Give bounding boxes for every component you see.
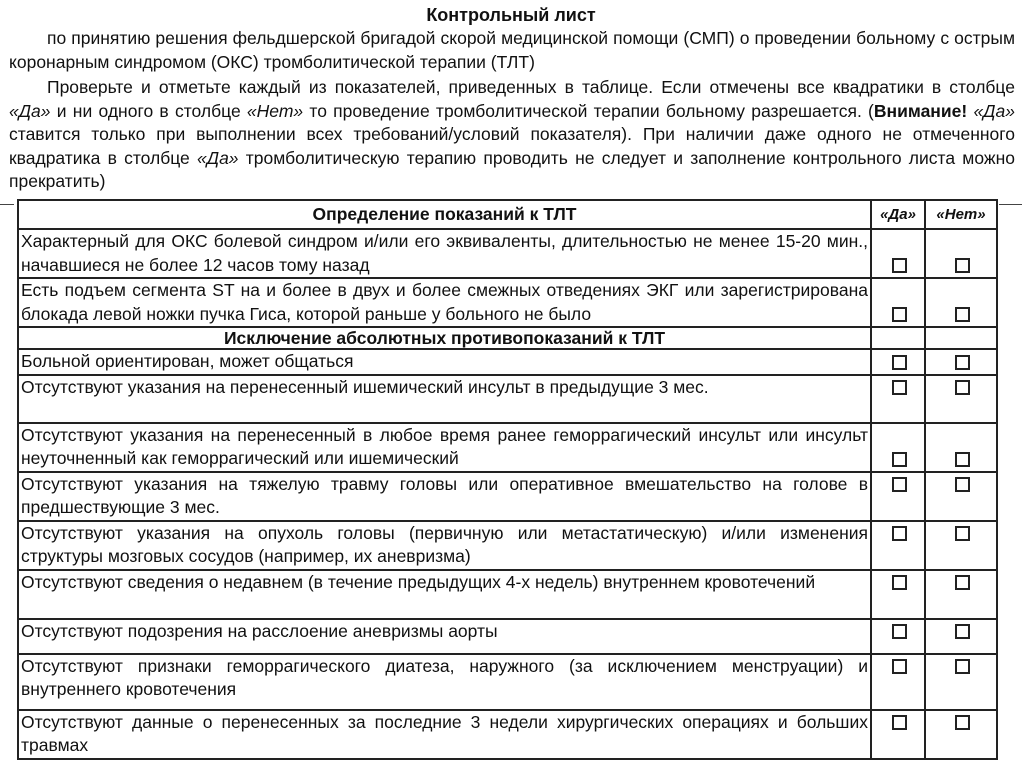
- no-checkbox[interactable]: [955, 624, 970, 639]
- no-cell: [925, 423, 997, 472]
- no-checkbox[interactable]: [955, 659, 970, 674]
- no-cell: [925, 375, 997, 423]
- yes-cell: [871, 654, 925, 710]
- document-title: Контрольный лист: [426, 5, 596, 25]
- instructions-yes-ref: «Да»: [9, 100, 51, 121]
- no-checkbox[interactable]: [955, 715, 970, 730]
- no-cell: [925, 521, 997, 570]
- yes-checkbox[interactable]: [892, 452, 907, 467]
- criterion-text: Отсутствуют признаки геморрагического диатеза, наружного (за исключением менструации) и внутреннего кровотечения: [18, 654, 871, 710]
- instructions-text-3: то проведение тромболитической терапии больному разрешается. (: [303, 100, 874, 121]
- criterion-text: Отсутствуют подозрения на расслоение аневризмы аорты: [18, 619, 871, 654]
- table-row: [18, 710, 997, 759]
- yes-checkbox[interactable]: [892, 575, 907, 590]
- yes-cell: [871, 710, 925, 759]
- yes-cell: [871, 278, 925, 327]
- yes-checkbox[interactable]: [892, 380, 907, 395]
- criterion-text: Отсутствуют сведения о недавнем (в течение предыдущих 4-х недель) внутреннем кровотечений: [18, 570, 871, 619]
- yes-checkbox[interactable]: [892, 355, 907, 370]
- table-row: [18, 472, 997, 521]
- contraindications-section: [18, 327, 997, 349]
- instructions-text-6: тромболитическую терапию проводить не следует и заполнение контрольного листа можно прекратить): [9, 147, 1015, 191]
- no-checkbox[interactable]: [955, 526, 970, 541]
- no-checkbox[interactable]: [955, 477, 970, 492]
- yes-cell: [871, 229, 925, 278]
- yes-cell: [871, 521, 925, 570]
- no-cell: [925, 570, 997, 619]
- yes-column-header: «Да»: [871, 200, 925, 229]
- instructions-no-ref: «Нет»: [246, 100, 304, 121]
- table-row: [18, 570, 997, 619]
- table-row: [18, 521, 997, 570]
- table-header-row: [18, 200, 997, 229]
- section-header-no-cell: [925, 327, 997, 349]
- document-intro: по принятию решения фельдшерской бригадой скорой медицинской помощи (СМП) о проведении больному с острым коронарным синдромом (ОКС) тромболитической терапии (ТЛТ): [9, 28, 1015, 72]
- instructions-text-5: ставится только при выполнении всех требований/условий показателя). При наличии даже одного не отмеченного квадратика в столбце: [9, 124, 1015, 168]
- left-margin-line: [0, 204, 14, 205]
- no-checkbox[interactable]: [955, 575, 970, 590]
- yes-checkbox[interactable]: [892, 659, 907, 674]
- table-row: [18, 349, 997, 375]
- no-cell: [925, 654, 997, 710]
- document-instructions: [9, 76, 1015, 194]
- yes-cell: [871, 472, 925, 521]
- table-row: [18, 619, 997, 654]
- table-row: [18, 654, 997, 710]
- criterion-text: Отсутствуют указания на тяжелую травму головы или оперативное вмешательство на голове в предшествующие 3 мес.: [18, 472, 871, 521]
- instructions-attention: Внимание!: [873, 100, 968, 121]
- no-cell: [925, 619, 997, 654]
- no-checkbox[interactable]: [955, 355, 970, 370]
- section-header-yes-cell: [871, 327, 925, 349]
- yes-checkbox[interactable]: [892, 477, 907, 492]
- yes-cell: [871, 423, 925, 472]
- criterion-text: Отсутствуют указания на перенесенный в любое время ранее геморрагический инсульт или инсульт неуточненный как геморрагический или ишемический: [18, 423, 871, 472]
- criterion-text: Отсутствуют указания на опухоль головы (первичную или метастатическую) и/или изменения структуры мозговых сосудов (например, их аневризма): [18, 521, 871, 570]
- no-cell: [925, 472, 997, 521]
- no-cell: [925, 710, 997, 759]
- no-column-header: «Нет»: [925, 200, 997, 229]
- yes-cell: [871, 349, 925, 375]
- yes-checkbox[interactable]: [892, 624, 907, 639]
- no-cell: [925, 349, 997, 375]
- yes-cell: [871, 619, 925, 654]
- yes-checkbox[interactable]: [892, 307, 907, 322]
- section-header-row: [18, 327, 997, 349]
- instructions-text-1: Проверьте и отметьте каждый из показателей, приведенных в таблице. Если отмечены все квадратики в столбце: [47, 77, 1015, 97]
- instructions-yes-ref-3: «Да»: [197, 147, 239, 168]
- no-checkbox[interactable]: [955, 258, 970, 273]
- no-checkbox[interactable]: [955, 307, 970, 322]
- yes-checkbox[interactable]: [892, 526, 907, 541]
- yes-cell: [871, 375, 925, 423]
- instructions-yes-ref-2: «Да»: [973, 100, 1015, 121]
- criterion-text: Отсутствуют данные о перенесенных за последние 3 недели хирургических операциях и больших травмах: [18, 710, 871, 759]
- yes-checkbox[interactable]: [892, 258, 907, 273]
- no-cell: [925, 278, 997, 327]
- table-row: [18, 229, 997, 278]
- criterion-text: Есть подъем сегмента ST на и более в двух и более смежных отведениях ЭКГ или зарегистрирована блокада левой ножки пучка Гиса, которой раньше у больного не было: [18, 278, 871, 327]
- criterion-text: Характерный для ОКС болевой синдром и/или его эквиваленты, длительностью не менее 15-20 мин., начавшиеся не более 12 часов тому назад: [18, 229, 871, 278]
- yes-checkbox[interactable]: [892, 715, 907, 730]
- criterion-text: Отсутствуют указания на перенесенный ишемический инсульт в предыдущие 3 мес.: [18, 375, 871, 423]
- table-row: [18, 423, 997, 472]
- checklist-table: [17, 199, 998, 760]
- indications-header: Определение показаний к ТЛТ: [18, 200, 871, 229]
- right-margin-line: [999, 204, 1022, 205]
- criterion-text: Больной ориентирован, может общаться: [18, 349, 871, 375]
- table-row: [18, 278, 997, 327]
- instructions-text-2: и ни одного в столбце: [50, 100, 247, 121]
- table-row: [18, 375, 997, 423]
- contraindications-body: [18, 349, 997, 759]
- contraindications-header: Исключение абсолютных противопоказаний к ТЛТ: [18, 327, 871, 349]
- no-checkbox[interactable]: [955, 452, 970, 467]
- no-checkbox[interactable]: [955, 380, 970, 395]
- no-cell: [925, 229, 997, 278]
- yes-cell: [871, 570, 925, 619]
- indications-body: [18, 229, 997, 327]
